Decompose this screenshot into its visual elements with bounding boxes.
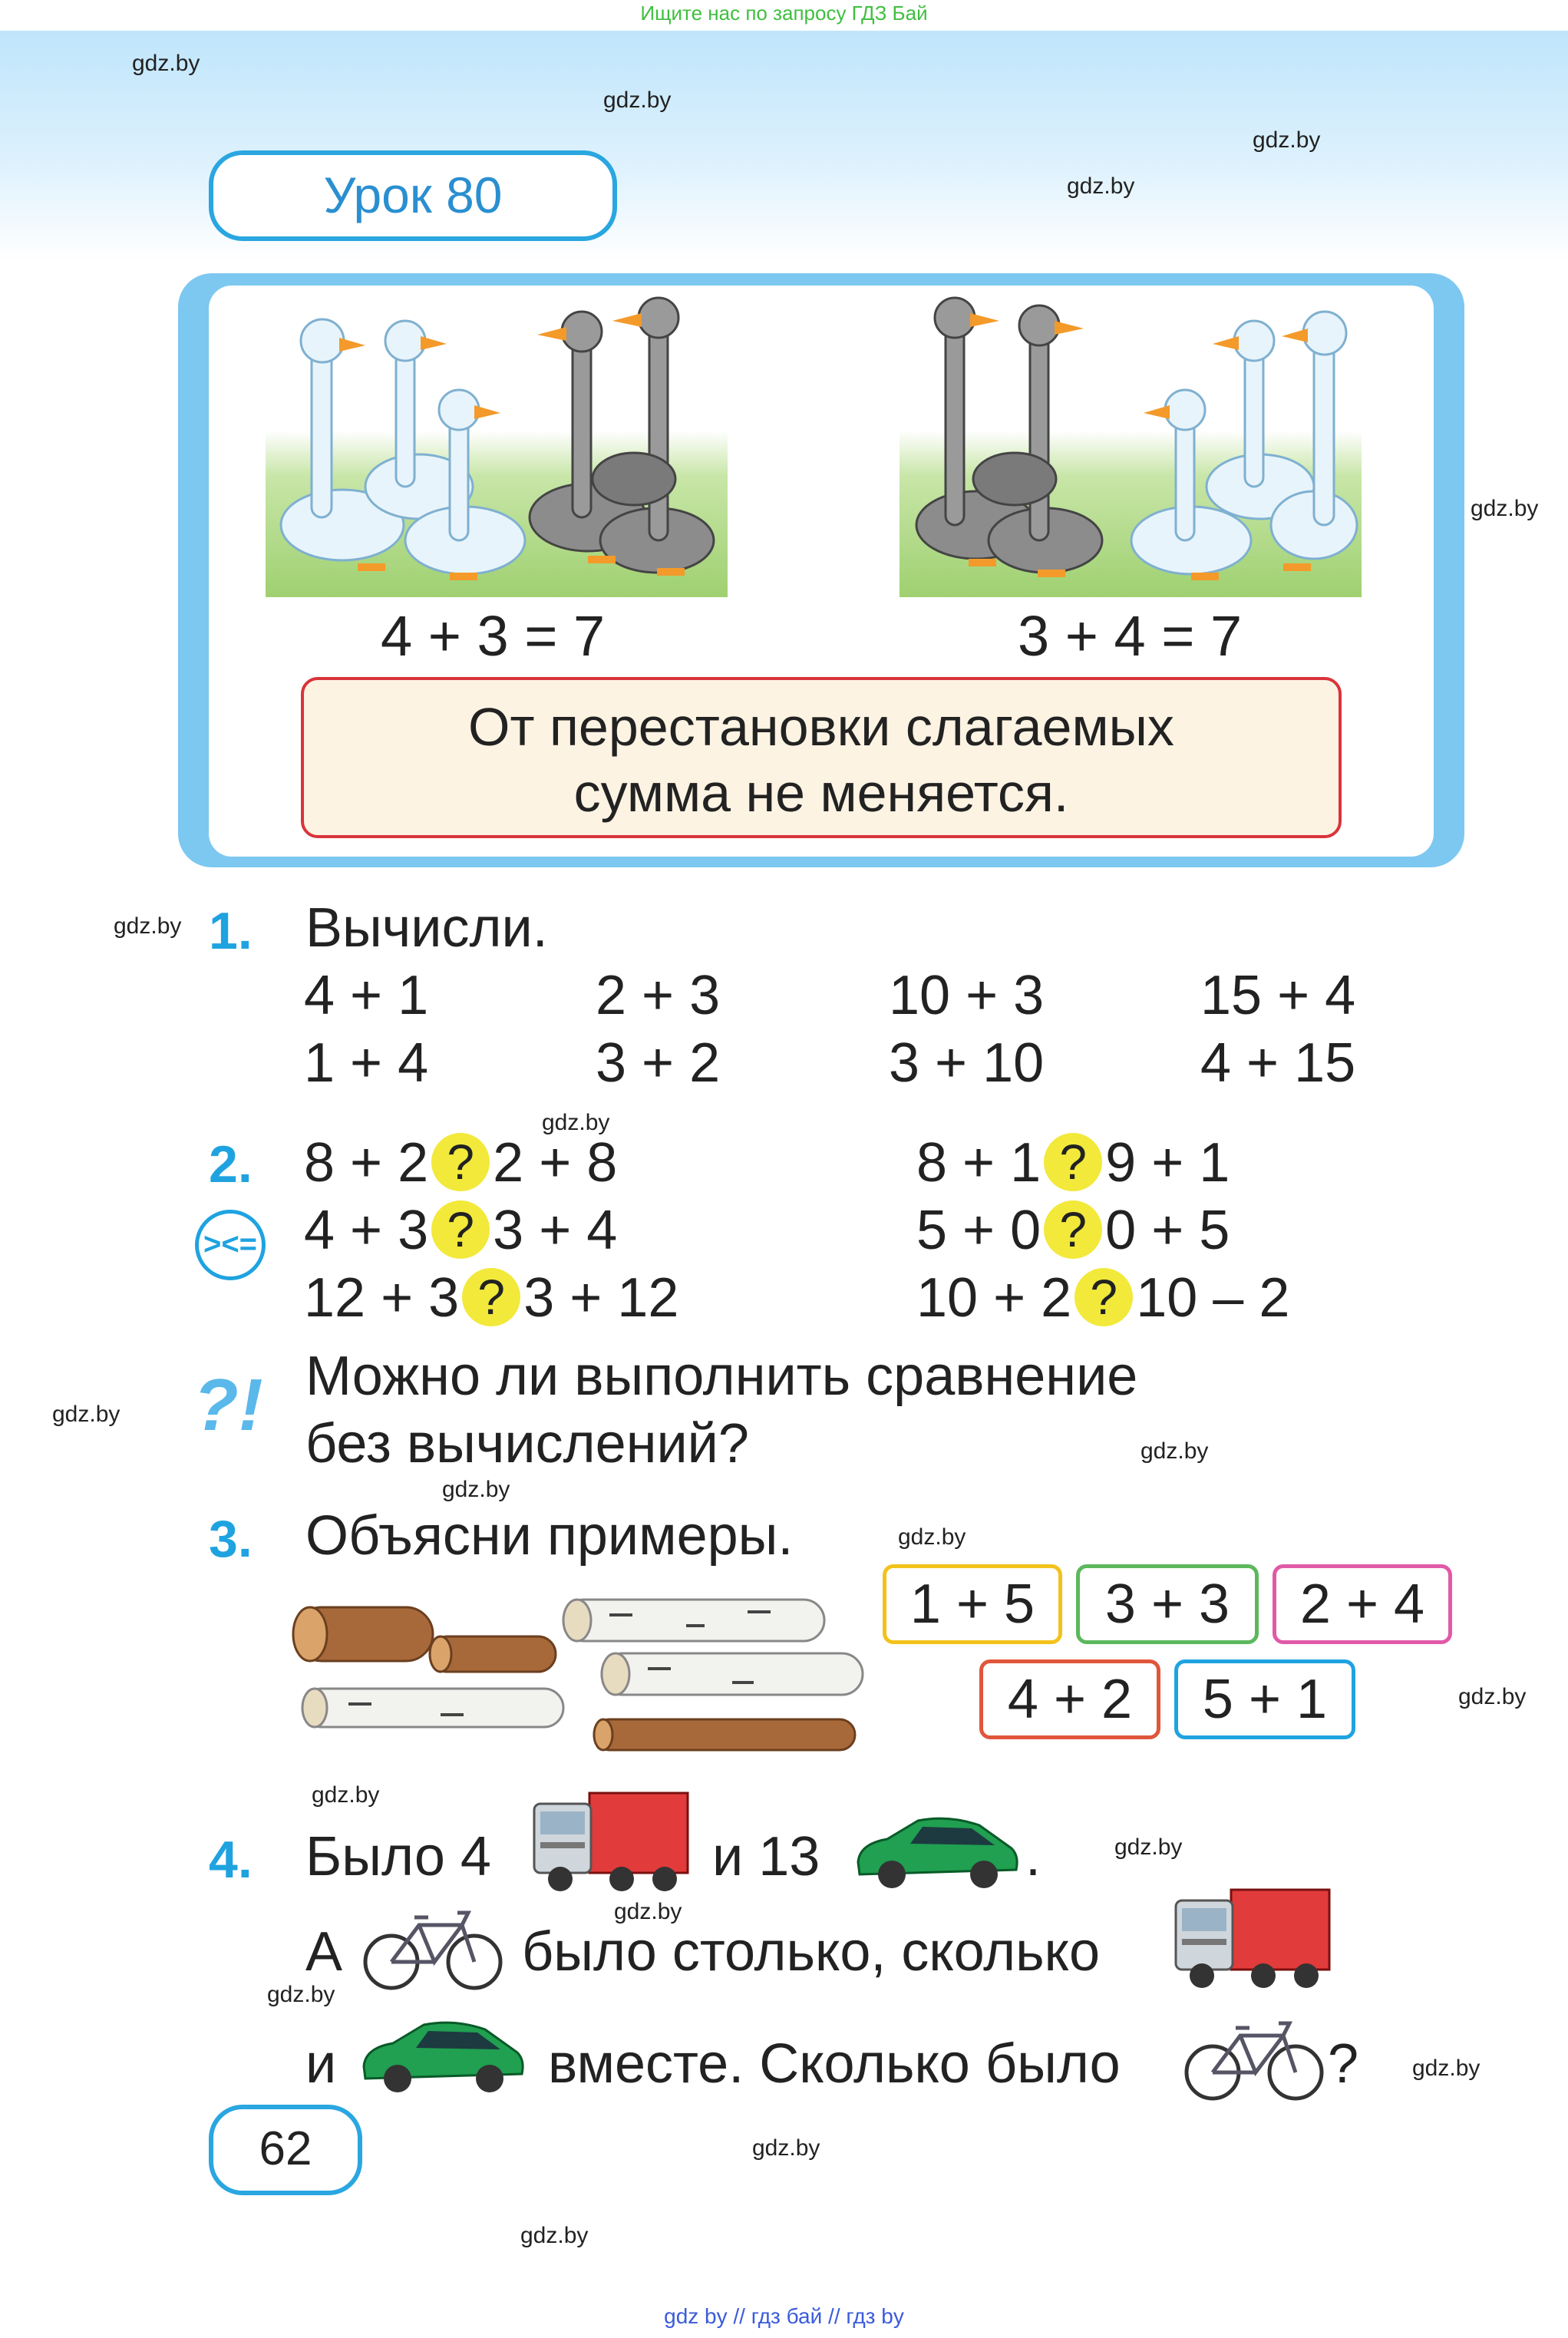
watermark: gdz.by xyxy=(52,1402,120,1427)
expression-box: 2 + 4 xyxy=(1273,1564,1452,1644)
task-2-compare-row xyxy=(916,1199,1230,1263)
task-1-title: Вычисли. xyxy=(305,897,548,959)
geese-illustration-right xyxy=(900,295,1362,597)
question-exclamation-icon: ?! xyxy=(193,1364,263,1446)
task-1-expr: 4 + 1 xyxy=(304,965,429,1026)
watermark: gdz.by xyxy=(1412,2056,1481,2081)
task-4-text: ? xyxy=(1328,2033,1359,2095)
task-4-text: Было 4 xyxy=(305,1826,491,1887)
expression-box: 1 + 5 xyxy=(883,1564,1062,1644)
compare-right: 2 + 8 xyxy=(493,1132,618,1194)
bicycle-icon xyxy=(1182,2011,1326,2103)
page-number: 62 xyxy=(209,2105,362,2195)
truck-icon xyxy=(1171,1885,1332,1993)
task-4-text: и xyxy=(305,2033,337,2095)
compare-right: 10 – 2 xyxy=(1136,1267,1290,1329)
bicycle-icon xyxy=(361,1900,505,1993)
task-4-text: и 13 xyxy=(712,1826,820,1887)
watermark: gdz.by xyxy=(442,1477,510,1502)
compare-right: 9 + 1 xyxy=(1105,1132,1230,1194)
watermark: gdz.by xyxy=(1141,1438,1209,1464)
task-1-number: 1. xyxy=(209,902,253,960)
compare-sign-slot[interactable]: ? xyxy=(1044,1200,1102,1259)
compare-sign-slot[interactable]: ? xyxy=(431,1133,490,1191)
task-1-expr: 3 + 2 xyxy=(596,1032,721,1094)
watermark: gdz.by xyxy=(542,1110,610,1135)
car-icon xyxy=(355,2013,528,2099)
car-icon xyxy=(849,1808,1022,1894)
watermark: gdz.by xyxy=(1067,173,1135,199)
question-line-1: Можно ли выполнить сравнение xyxy=(305,1346,1138,1407)
compare-left: 8 + 2 xyxy=(304,1132,429,1194)
task-3-number: 3. xyxy=(209,1510,253,1568)
watermark: gdz.by xyxy=(898,1524,966,1550)
expression-box: 4 + 2 xyxy=(979,1659,1160,1739)
task-2-compare-row xyxy=(304,1199,617,1263)
compare-sign-slot[interactable]: ? xyxy=(1044,1133,1102,1191)
task-4-text: вместе. Сколько было xyxy=(548,2033,1121,2095)
task-3-title: Объясни примеры. xyxy=(305,1505,794,1567)
watermark: gdz.by xyxy=(132,51,200,76)
watermark: gdz.by xyxy=(1458,1684,1527,1709)
watermark: gdz.by xyxy=(1253,127,1321,153)
compare-left: 8 + 1 xyxy=(916,1132,1041,1194)
lesson-title: Урок 80 xyxy=(209,150,617,241)
equation-right: 3 + 4 = 7 xyxy=(1018,604,1243,668)
rule-box xyxy=(301,677,1342,838)
task-2-compare-row xyxy=(304,1131,617,1196)
compare-left: 5 + 0 xyxy=(916,1200,1041,1261)
expression-box: 5 + 1 xyxy=(1174,1659,1355,1739)
task-4-number: 4. xyxy=(209,1831,253,1889)
watermark: gdz.by xyxy=(614,1899,682,1924)
watermark: gdz.by xyxy=(603,88,672,113)
compare-left: 4 + 3 xyxy=(304,1200,429,1261)
watermark: gdz.by xyxy=(312,1782,380,1808)
expression-box: 3 + 3 xyxy=(1076,1564,1259,1644)
watermark: gdz.by xyxy=(114,913,182,939)
compare-signs-text: ><= xyxy=(203,1227,258,1261)
task-2-number: 2. xyxy=(209,1135,253,1194)
truck-icon xyxy=(530,1788,691,1896)
question-line-2: без вычислений? xyxy=(305,1413,749,1474)
compare-right: 3 + 4 xyxy=(493,1200,618,1261)
task-4-text: было столько, сколько xyxy=(522,1921,1101,1983)
rule-line-1: От перестановки слагаемых xyxy=(468,697,1174,757)
white-geese-group xyxy=(281,319,525,580)
task-1-expr: 3 + 10 xyxy=(889,1032,1045,1094)
compare-sign-slot[interactable]: ? xyxy=(431,1200,490,1259)
watermark: gdz.by xyxy=(752,2135,820,2161)
grey-geese-group xyxy=(530,298,714,576)
task-1-expr: 10 + 3 xyxy=(889,965,1045,1026)
task-1-expr: 1 + 4 xyxy=(304,1032,429,1094)
white-geese-group xyxy=(1131,312,1357,580)
watermark: gdz.by xyxy=(267,1982,335,2007)
watermark: gdz.by xyxy=(1114,1834,1183,1860)
compare-right: 3 + 12 xyxy=(523,1267,679,1329)
task-1-expr: 2 + 3 xyxy=(596,965,721,1026)
task-4-text: А xyxy=(305,1921,343,1983)
compare-right: 0 + 5 xyxy=(1105,1200,1230,1261)
grey-geese-group xyxy=(916,298,1102,577)
watermark: gdz.by xyxy=(520,2223,589,2248)
task-1-expr: 4 + 15 xyxy=(1200,1032,1356,1094)
compare-signs-icon xyxy=(195,1210,266,1280)
watermark: gdz.by xyxy=(1471,496,1539,521)
task-1-expr: 15 + 4 xyxy=(1200,965,1356,1026)
compare-left: 12 + 3 xyxy=(304,1267,460,1329)
task-2-compare-row xyxy=(304,1266,678,1331)
geese-illustration-left xyxy=(266,295,728,597)
rule-line-2: сумма не меняется. xyxy=(573,763,1069,823)
task-2-compare-row xyxy=(916,1131,1230,1196)
footer-links[interactable]: gdz by // гдз бай // гдз by xyxy=(664,2304,904,2328)
top-banner[interactable]: Ищите нас по запросу ГДЗ Бай xyxy=(640,2,928,25)
logs-illustration xyxy=(287,1592,870,1752)
equation-left: 4 + 3 = 7 xyxy=(381,604,606,668)
compare-sign-slot[interactable]: ? xyxy=(1074,1268,1133,1326)
task-4-text: . xyxy=(1025,1826,1041,1887)
compare-sign-slot[interactable]: ? xyxy=(462,1268,520,1326)
task-2-compare-row xyxy=(916,1266,1289,1331)
compare-left: 10 + 2 xyxy=(916,1267,1072,1329)
